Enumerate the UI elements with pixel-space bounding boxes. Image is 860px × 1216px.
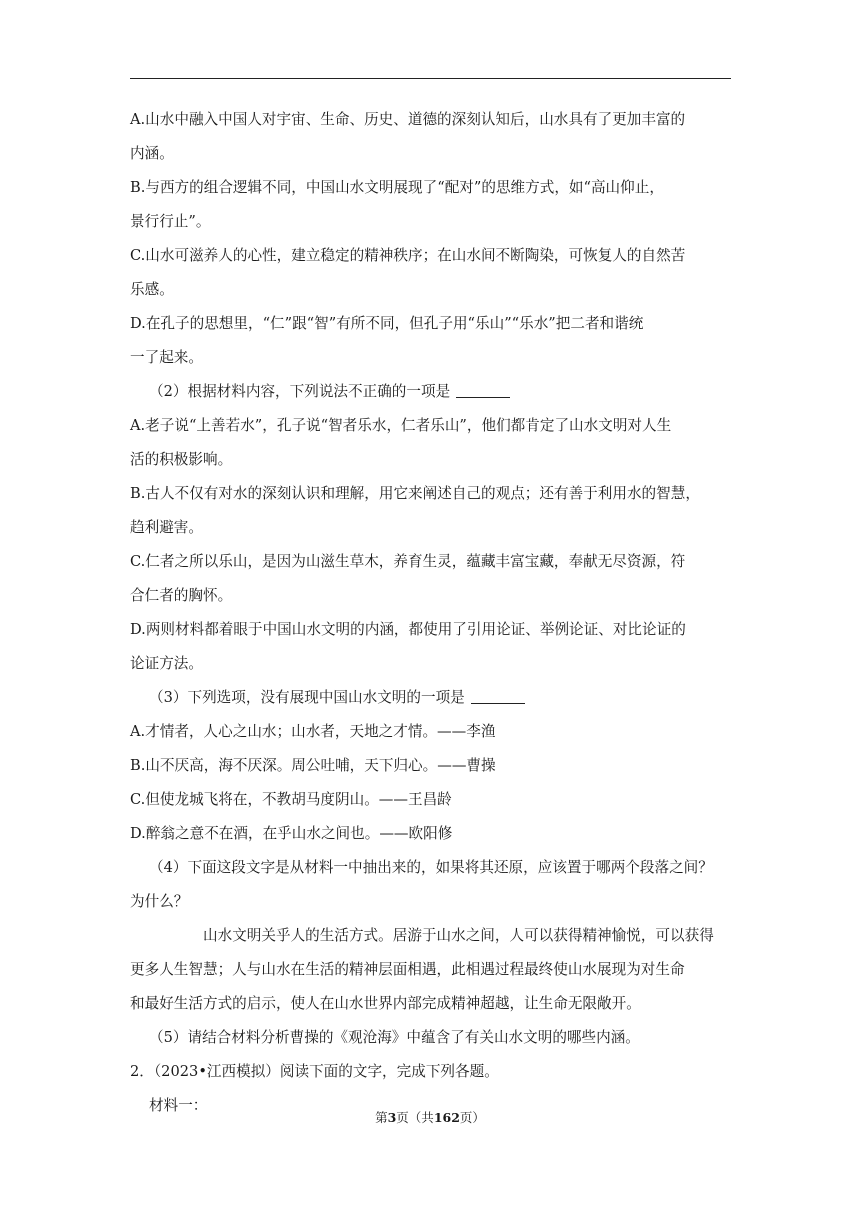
answer-blank	[471, 702, 525, 704]
q3-option-c: C.但使龙城飞将在，不教胡马度阴山。——王昌龄	[130, 791, 452, 808]
footer-suffix: 页）	[459, 1110, 485, 1125]
option-b-text-cont: 景行行止”。	[130, 213, 211, 230]
question-3-text: （3）下列选项，没有展现中国山水文明的一项是	[149, 689, 465, 706]
header-rule	[130, 78, 731, 79]
question-5: （5）请结合材料分析曹操的《观沧海》中蕴含了有关山水文明的哪些内涵。	[149, 1029, 640, 1046]
q2-option-c-cont: 合仁者的胸怀。	[130, 587, 233, 604]
option-d-text: D.在孔子的思想里，“仁”跟“智”有所不同，但孔子用“乐山”“乐水”把二者和谐统	[130, 315, 644, 332]
material-1-label: 材料一：	[149, 1097, 208, 1114]
excerpt-paragraph-cont: 和最好生活方式的启示，使人在山水世界内部完成精神超越，让生命无限敞开。	[130, 995, 641, 1012]
excerpt-paragraph: 山水文明关乎人的生活方式。居游于山水之间，人可以获得精神愉悦，可以获得	[203, 927, 714, 944]
question-4-cont: 为什么？	[130, 893, 189, 910]
q2-option-d-cont: 论证方法。	[130, 655, 203, 672]
question-3	[130, 681, 731, 715]
q3-option-b: B.山不厌高，海不厌深。周公吐哺，天下归心。——曹操	[130, 757, 496, 774]
q3-option-a: A.才情者，人心之山水；山水者，天地之才情。——李渔	[130, 723, 496, 740]
footer-prefix: 第	[375, 1110, 388, 1125]
option-a-text-cont: 内涵。	[130, 145, 174, 162]
q3-option-d: D.醉翁之意不在酒，在乎山水之间也。——欧阳修	[130, 825, 453, 842]
page-footer	[0, 1108, 860, 1128]
option-c-text-cont: 乐感。	[130, 281, 174, 298]
q2-option-b: B.古人不仅有对水的深刻认识和理解，用它来阐述自己的观点；还有善于利用水的智慧，	[130, 485, 700, 502]
question-4: （4）下面这段文字是从材料一中抽出来的，如果将其还原，应该置于哪两个段落之间？	[149, 859, 713, 876]
q2-option-b-cont: 趋利避害。	[130, 519, 203, 536]
q2-option-a: A.老子说“上善若水”，孔子说“智者乐水，仁者乐山”，他们都肯定了山水文明对人生	[130, 417, 672, 434]
q2-option-d: D.两则材料都着眼于中国山水文明的内涵，都使用了引用论证、举例论证、对比论证的	[130, 621, 686, 638]
answer-blank	[456, 396, 510, 398]
document-body	[130, 103, 731, 1123]
footer-middle: 页（共	[396, 1110, 434, 1125]
q2-option-c: C.仁者之所以乐山，是因为山滋生草木，养育生灵，蕴藏丰富宝藏，奉献无尽资源，符	[130, 553, 686, 570]
question-2	[130, 375, 731, 409]
option-c-text: C.山水可滋养人的心性，建立稳定的精神秩序；在山水间不断陶染，可恢复人的自然苦	[130, 247, 686, 264]
question-2-text: （2）根据材料内容，下列说法不正确的一项是	[149, 383, 451, 400]
excerpt-paragraph-cont: 更多人生智慧；人与山水在生活的精神层面相遇，此相遇过程最终使山水展现为对生命	[130, 961, 685, 978]
problem-2-heading: 2．（2023•江西模拟）阅读下面的文字，完成下列各题。	[130, 1063, 499, 1080]
option-a-text: A.山水中融入中国人对宇宙、生命、历史、道德的深刻认知后，山水具有了更加丰富的	[130, 111, 686, 128]
page-total: 162	[433, 1110, 460, 1125]
option-b-text: B.与西方的组合逻辑不同，中国山水文明展现了“配对”的思维方式，如“高山仰止，	[130, 179, 664, 196]
option-d-text-cont: 一了起来。	[130, 349, 203, 366]
page-number: 3	[387, 1110, 397, 1125]
q2-option-a-cont: 活的积极影响。	[130, 451, 233, 468]
